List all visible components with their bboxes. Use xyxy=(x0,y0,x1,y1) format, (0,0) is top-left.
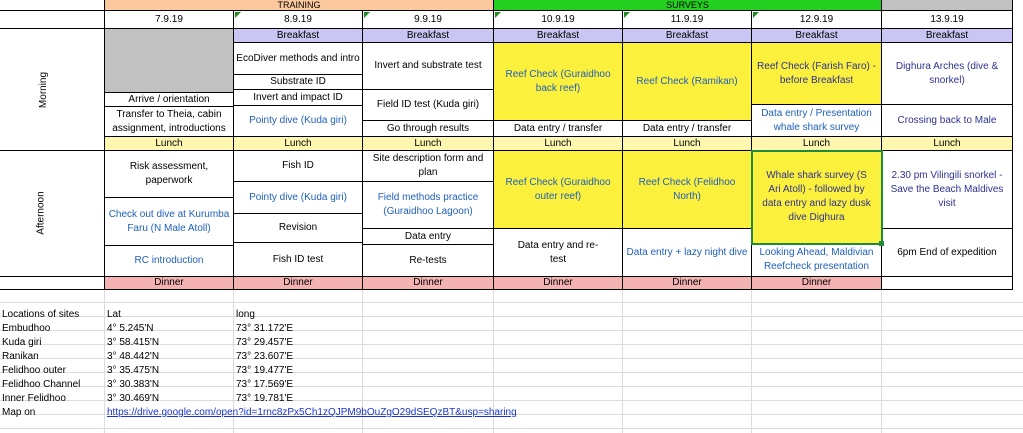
activity-cell: Revision xyxy=(234,214,363,243)
date-header: 12.9.19 xyxy=(752,11,882,29)
activity-cell: Site description form and plan xyxy=(363,151,494,182)
lunch-cell: Lunch xyxy=(623,137,752,151)
activity-cell: Field ID test (Kuda giri) xyxy=(363,90,494,121)
date-spacer xyxy=(0,11,105,29)
date-header: 10.9.19 xyxy=(494,11,623,29)
site-long: 73° 29.457'E xyxy=(236,337,294,348)
training-section-header: TRAINING xyxy=(105,0,494,11)
comment-flag xyxy=(364,12,370,18)
header-gray-cell xyxy=(882,0,1013,11)
dinner-cell: Dinner xyxy=(752,277,882,290)
activity-cell: Re-tests xyxy=(363,245,494,277)
site-long: 73° 19.781'E xyxy=(236,393,294,404)
site-lat: 4° 5.245'N xyxy=(107,323,154,334)
morning-label: Morning xyxy=(38,71,50,109)
lunch-cell: Lunch xyxy=(105,137,234,151)
activity-cell: Data entry / Presentation whale shark survey xyxy=(752,105,882,137)
activity-cell: Dighura Arches (dive & snorkel) xyxy=(882,43,1013,105)
date-header: 11.9.19 xyxy=(623,11,752,29)
whale-shark-survey-cell[interactable]: Whale shark survey (S Ari Atoll) - followed by data entry and lazy dusk dive Dighura xyxy=(752,151,882,244)
comment-flag xyxy=(495,12,501,18)
date-header: 7.9.19 xyxy=(105,11,234,29)
breakfast-cell: Breakfast xyxy=(363,29,494,43)
activity-cell: Check out dive at Kurumba Faru (N Male Atoll) xyxy=(105,198,234,246)
reef-check-cell: Reef Check (Guraidhoo outer reef) xyxy=(494,151,623,229)
dinner-cell: Dinner xyxy=(363,277,494,290)
breakfast-cell: Breakfast xyxy=(494,29,623,43)
map-label: Map on xyxy=(2,407,36,418)
site-name: Ranikan xyxy=(2,351,39,362)
morning-label-cell xyxy=(0,29,105,151)
reef-check-cell: Reef Check (Farish Faro) - before Breakfast xyxy=(752,43,882,105)
breakfast-cell: Breakfast xyxy=(752,29,882,43)
breakfast-cell: Breakfast xyxy=(882,29,1013,43)
site-name: Felidhoo Channel xyxy=(2,379,81,390)
site-lat: 3° 35.475'N xyxy=(107,365,160,376)
activity-cell: EcoDiver methods and intro xyxy=(234,43,363,75)
breakfast-cell: Breakfast xyxy=(623,29,752,43)
site-lat: 3° 48.442'N xyxy=(107,351,160,362)
site-name: Kuda giri xyxy=(2,337,42,348)
activity-cell: Looking Ahead, Maldivian Reefcheck presentation xyxy=(752,244,882,277)
dinner-cell: Dinner xyxy=(623,277,752,290)
activity-cell: Field methods practice (Guraidhoo Lagoon) xyxy=(363,182,494,229)
reef-check-cell: Reef Check (Guraidhoo back reef) xyxy=(494,43,623,121)
dinner-cell: Dinner xyxy=(105,277,234,290)
afternoon-label: Afternoon xyxy=(35,191,47,235)
activity-cell: Substrate ID xyxy=(234,75,363,90)
lunch-cell: Lunch xyxy=(494,137,623,151)
site-name: Inner Felidhoo xyxy=(2,393,66,404)
activity-cell: Go through results xyxy=(363,121,494,137)
date-header: 8.9.19 xyxy=(234,11,363,29)
activity-cell: 6pm End of expedition xyxy=(882,229,1013,277)
map-link[interactable]: https://drive.google.com/open?id=1rnc8zPx5Ch1zQJPM9bOuZgO29dSEQzBT&usp=sharing xyxy=(107,407,517,418)
lunch-cell: Lunch xyxy=(882,137,1013,151)
lat-header: Lat xyxy=(107,309,121,320)
activity-cell: Data entry and re-test xyxy=(494,229,623,277)
site-long: 73° 23.607'E xyxy=(236,351,294,362)
long-header: long xyxy=(236,309,255,320)
fill-handle[interactable] xyxy=(879,241,884,246)
empty-cell xyxy=(882,277,1013,290)
activity-cell: Transfer to Theia, cabin assignment, introductions xyxy=(105,107,234,137)
activity-cell: Fish ID xyxy=(234,151,363,182)
activity-cell: Arrive / orientation xyxy=(105,93,234,107)
comment-flag xyxy=(624,12,630,18)
activity-cell: 2.30 pm Vilingili snorkel - Save the Beach Maldives visit xyxy=(882,151,1013,229)
activity-cell: Pointy dive (Kuda giri) xyxy=(234,182,363,214)
activity-cell: Data entry / transfer xyxy=(494,121,623,137)
locations-header: Locations of sites xyxy=(2,309,80,320)
site-name: Embudhoo xyxy=(2,323,51,334)
site-long: 73° 17.569'E xyxy=(236,379,294,390)
dinner-cell: Dinner xyxy=(494,277,623,290)
activity-cell: Invert and impact ID xyxy=(234,90,363,106)
breakfast-cell: Breakfast xyxy=(234,29,363,43)
activity-cell: Pointy dive (Kuda giri) xyxy=(234,106,363,137)
activity-cell: Fish ID test xyxy=(234,243,363,277)
arrival-gray-block xyxy=(105,29,234,93)
reef-check-cell: Reef Check (Felidhoo North) xyxy=(623,151,752,229)
date-header: 9.9.19 xyxy=(363,11,494,29)
date-header: 13.9.19 xyxy=(882,11,1013,29)
comment-flag xyxy=(235,12,241,18)
activity-cell: RC introduction xyxy=(105,246,234,277)
dinner-cell: Dinner xyxy=(234,277,363,290)
afternoon-label-cell xyxy=(0,151,105,277)
activity-cell: Crossing back to Male xyxy=(882,105,1013,137)
lunch-cell: Lunch xyxy=(752,137,882,151)
site-long: 73° 19.477'E xyxy=(236,365,294,376)
surveys-section-header: SURVEYS xyxy=(494,0,882,11)
activity-cell: Risk assessment, paperwork xyxy=(105,151,234,198)
dinner-spacer xyxy=(0,277,105,290)
reef-check-cell: Reef Check (Ramikan) xyxy=(623,43,752,121)
comment-flag xyxy=(753,12,759,18)
lunch-cell: Lunch xyxy=(234,137,363,151)
site-lat: 3° 58.415'N xyxy=(107,337,160,348)
header-spacer xyxy=(0,0,105,11)
lunch-cell: Lunch xyxy=(363,137,494,151)
site-name: Felidhoo outer xyxy=(2,365,66,376)
activity-cell: Data entry xyxy=(363,229,494,245)
activity-cell: Invert and substrate test xyxy=(363,43,494,90)
site-lat: 3° 30.383'N xyxy=(107,379,160,390)
activity-cell: Data entry + lazy night dive xyxy=(623,229,752,277)
activity-cell: Data entry / transfer xyxy=(623,121,752,137)
site-long: 73° 31.172'E xyxy=(236,323,294,334)
site-lat: 3° 30.469'N xyxy=(107,393,160,404)
